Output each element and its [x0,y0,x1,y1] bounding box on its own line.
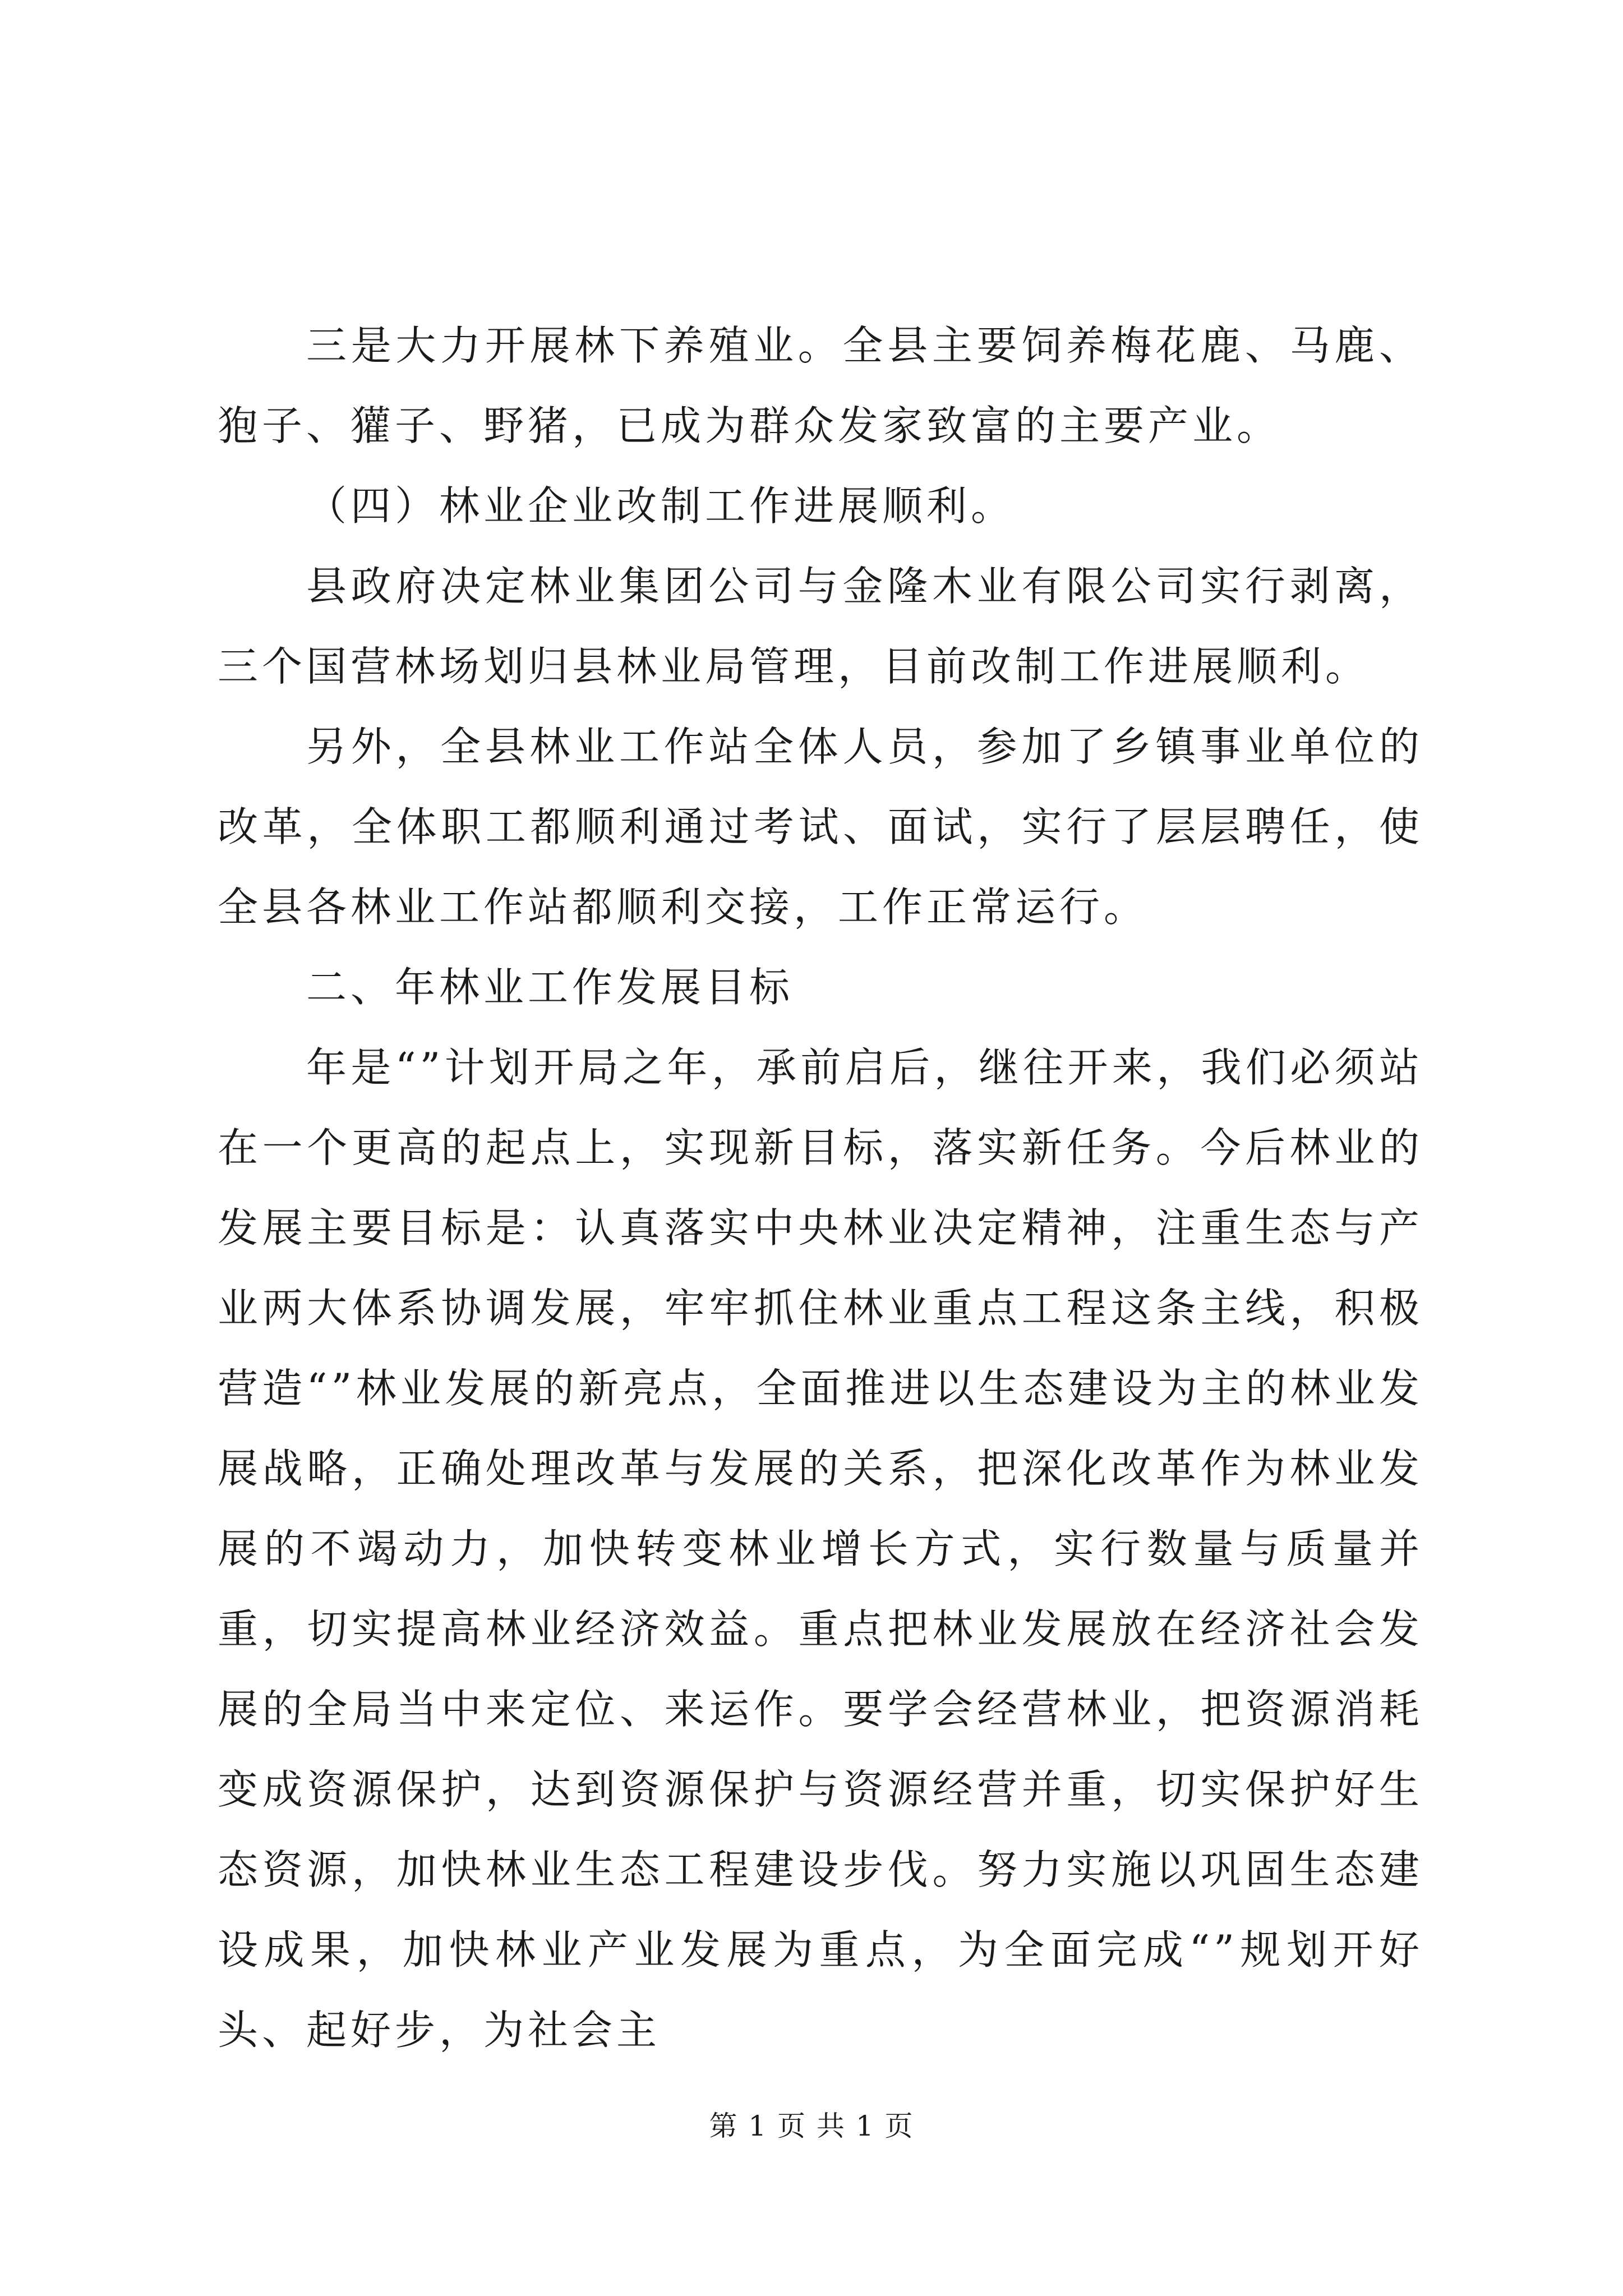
heading-enterprise-reform: （四）林业企业改制工作进展顺利。 [306,482,1016,530]
paragraph-goals-detail: 年是“”计划开局之年，承前启后，继往开来，我们必须站在一个更高的起点上，实现新目标，落实新任务。今后林业的发展主要目标是：认真落实中央林业决定精神，注重生态与产业两大体系协调发展，牢牢抓住林业重点工程这条主线，积极营造“”林业发展的新亮点，全面推进以生态建设为主的林业发展战略，正确处理改革与发展的关系，把深化改革作为林业发展的不竭动力，加快转变林业增长方式，实行数量与质量并重，切实提高林业经济效益。重点把林业发展放在经济社会发展的全局当中来定位、来运作。要学会经营林业，把资源消耗变成资源保护，达到资源保护与资源经营并重，切实保护好生态资源，加快林业生态工程建设步伐。努力实施以巩固生态建设成果，加快林业产业发展为重点，为全面完成“”规划开好头、起好步，为社会主 [218,1044,1423,2054]
document-body [218,306,1423,2070]
paragraph-workstation-reform: 另外，全县林业工作站全体人员，参加了乡镇事业单位的改革，全体职工都顺利通过考试、面试，实行了层层聘任，使全县各林业工作站都顺利交接，工作正常运行。 [218,723,1423,931]
paragraph-group-separation: 县政府决定林业集团公司与金隆木业有限公司实行剥离，三个国营林场划归县林业局管理，目前改制工作进展顺利。 [218,563,1423,690]
heading-development-goals: 二、年林业工作发展目标 [306,964,794,1011]
page-footer: 第 1 页 共 1 页 [709,2110,914,2142]
paragraph-breeding: 三是大力开展林下养殖业。全县主要饲养梅花鹿、马鹿、狍子、獾子、野猪，已成为群众发家致富的主要产业。 [218,322,1423,449]
